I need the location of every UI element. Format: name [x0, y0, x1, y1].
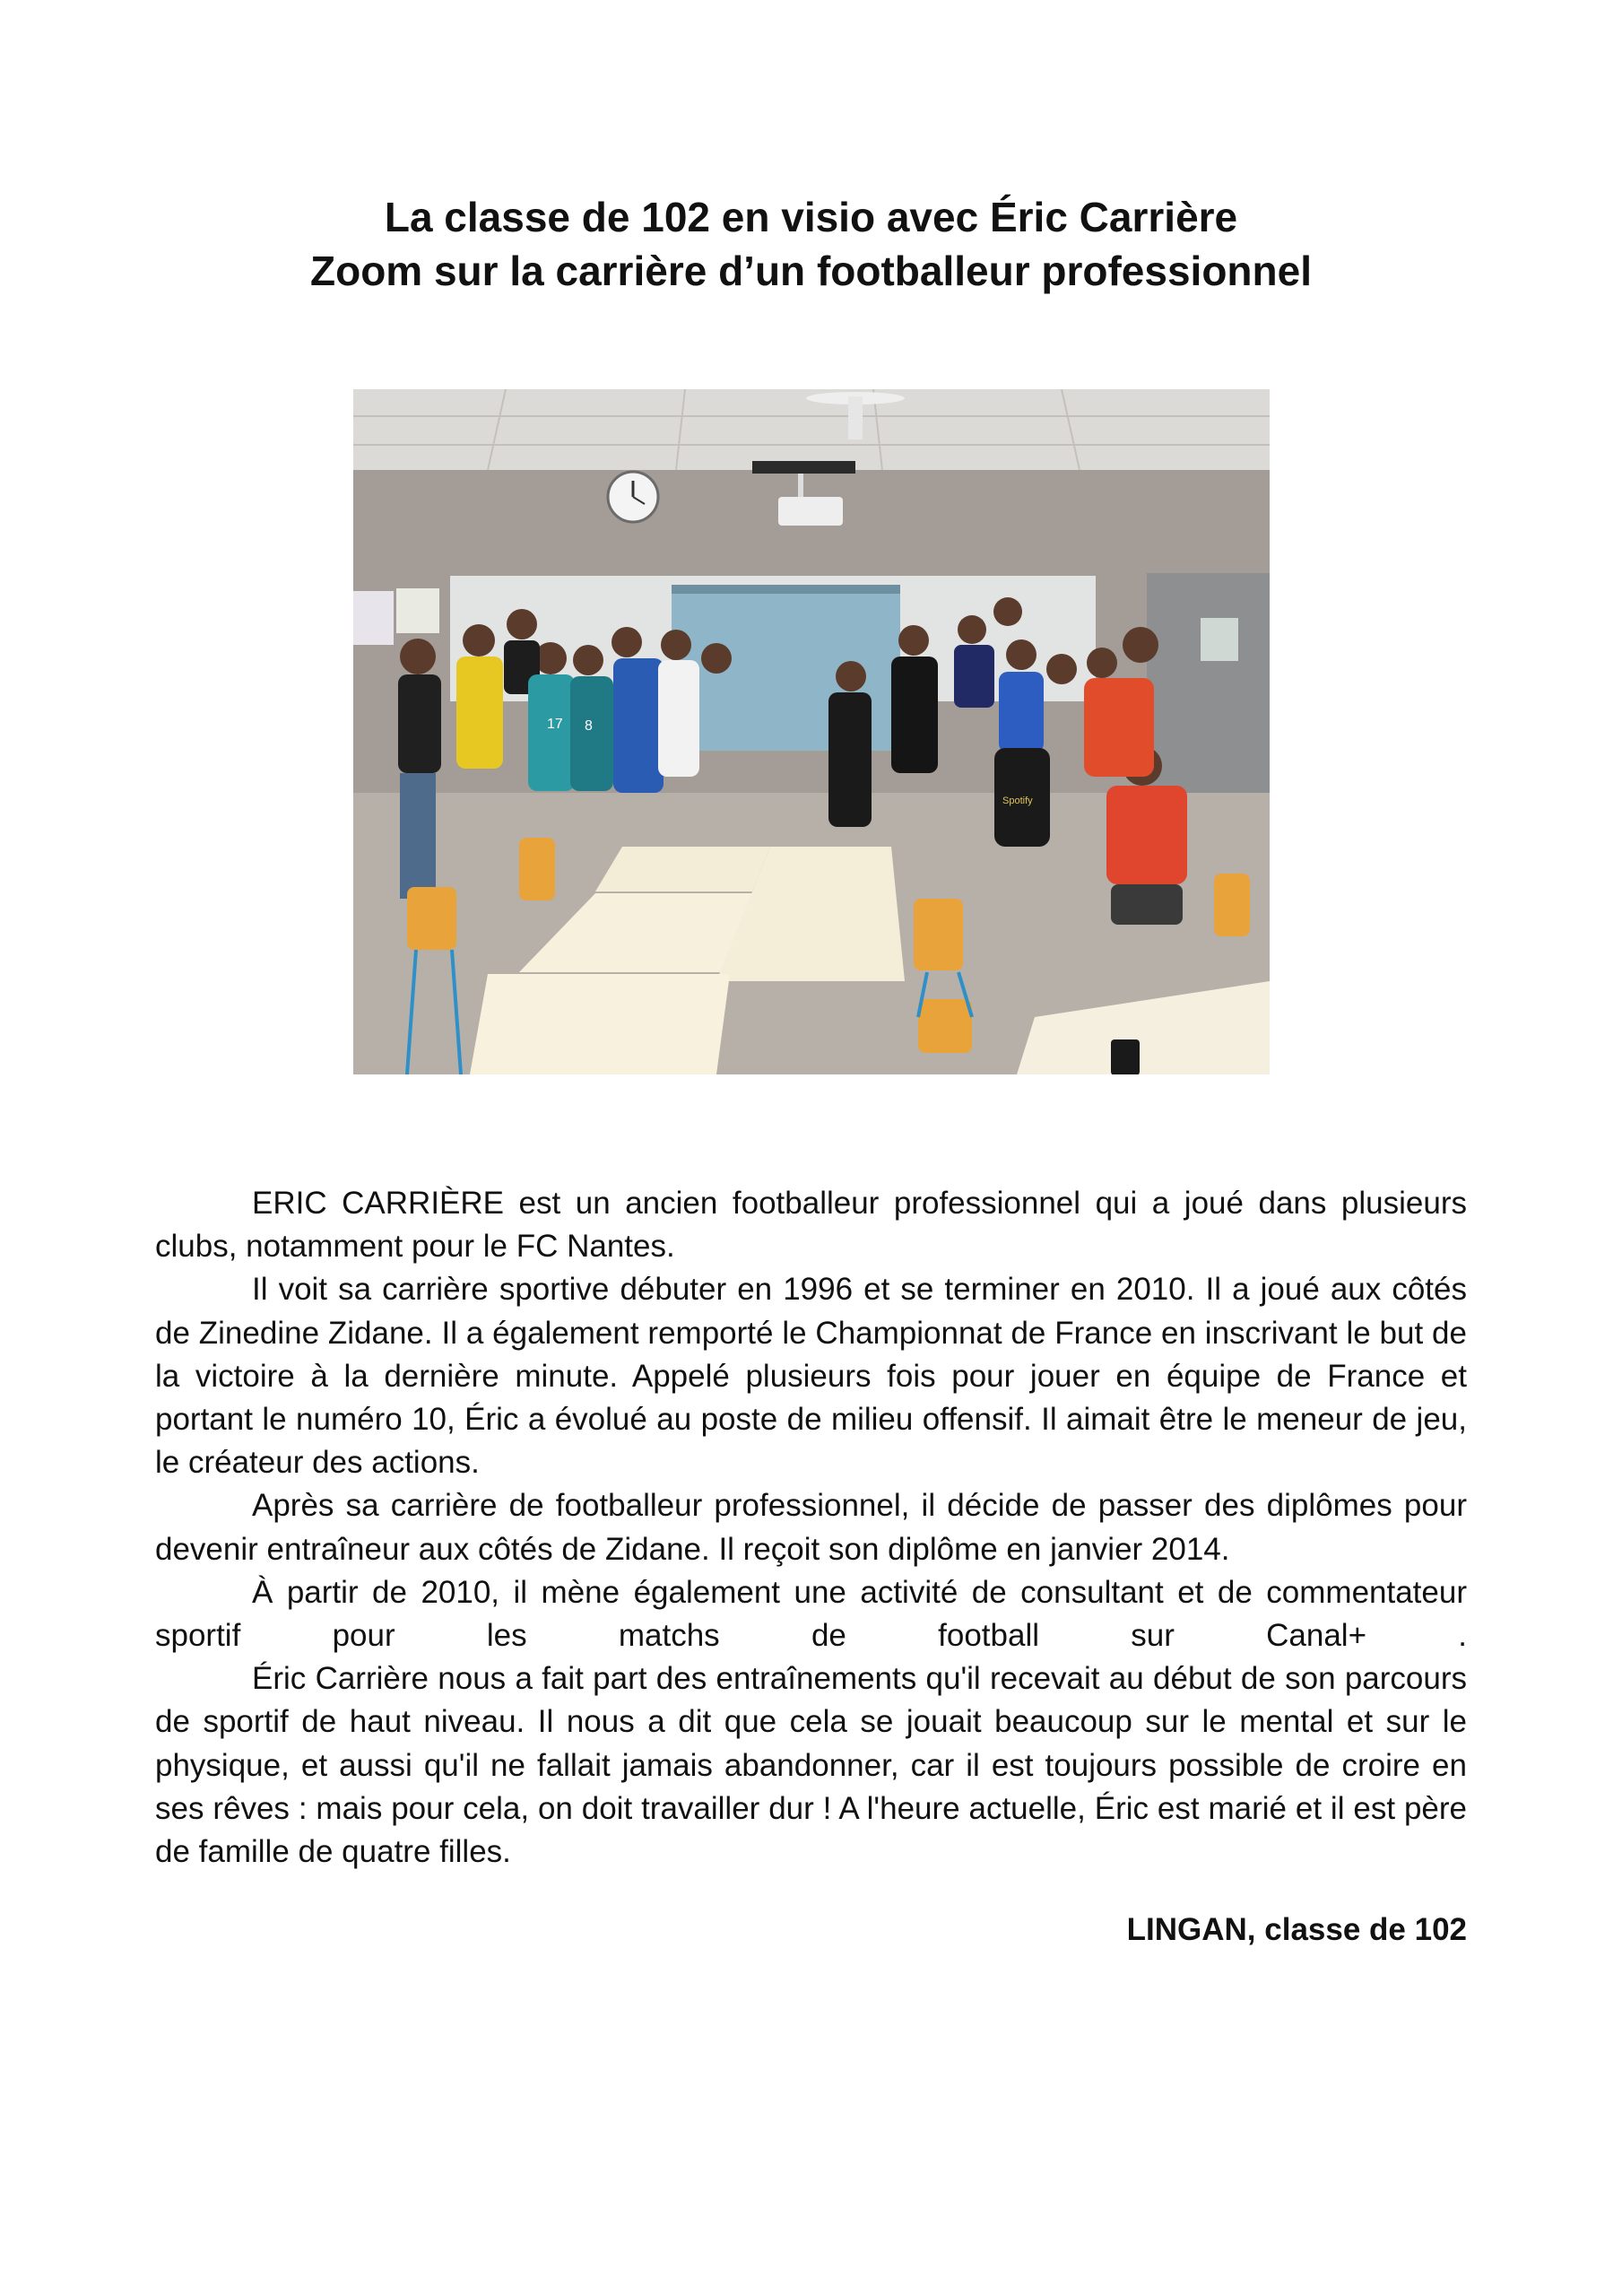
- paragraph-5: Éric Carrière nous a fait part des entraînements qu'il recevait au début de son parcours de sportif de haut niveau. Il nous a dit que cela se jouait beaucoup sur le mental et sur le physique, et aussi qu'il ne fallait jamais abandonner, car il est toujours possible de croire en ses rêves : mais pour cela, on doit travailler dur ! A l'heure actuelle, Éric est marié et il est père de famille de quatre filles.: [155, 1661, 1467, 1870]
- poster: [1201, 618, 1238, 661]
- classroom-photo-illustration: [353, 389, 1270, 1074]
- jersey-number-17: 17: [547, 717, 563, 732]
- title-line-1: La classe de 102 en visio avec Éric Carrière: [384, 194, 1238, 240]
- title-line-2: Zoom sur la carrière d’un footballeur professionnel: [310, 248, 1312, 294]
- wall-flag-poster: [353, 591, 394, 645]
- shirt-sponsor: Spotify: [1002, 796, 1033, 806]
- paragraph-3: Après sa carrière de footballeur professionnel, il décide de passer des diplômes pour devenir entraîneur aux côtés de Zidane. Il reçoit son diplôme en janvier 2014.: [155, 1488, 1467, 1567]
- paragraph-4: À partir de 2010, il mène également une activité de consultant et de commentateur sportif pour les matchs de football sur Canal+ .: [155, 1574, 1467, 1654]
- class-group-photo: [353, 389, 1270, 1074]
- article-title: [0, 190, 1622, 298]
- wall-poster: [396, 588, 439, 633]
- wall-clock: [608, 472, 658, 522]
- door: [1147, 573, 1270, 806]
- phone-on-table: [1111, 1039, 1140, 1074]
- author-signature: LINGAN, classe de 102: [1126, 1912, 1467, 1947]
- paragraph-1: ERIC CARRIÈRE est un ancien footballeur professionnel qui a joué dans plusieurs clubs, notamment pour le FC Nantes.: [155, 1186, 1467, 1265]
- paragraph-2: Il voit sa carrière sportive débuter en 1996 et se terminer en 2010. Il a joué aux côtés de Zinedine Zidane. Il a également remporté le Championnat de France en inscrivant le but de la victoire à la dernière minute. Appelé plusieurs fois pour jouer en équipe de France et portant le numéro 10, Éric a évolué au poste de milieu offensif. Il aimait être le meneur de jeu, le créateur des actions.: [155, 1272, 1467, 1481]
- jersey-number-8: 8: [585, 718, 593, 734]
- article-body: [155, 1182, 1467, 1874]
